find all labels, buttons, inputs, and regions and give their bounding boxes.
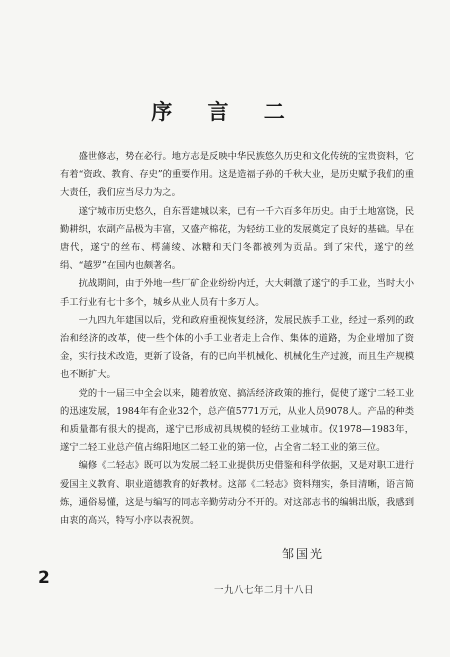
page-title: 序 言 二 <box>151 99 299 124</box>
paragraph-2: 遂宁城市历史悠久，自东晋建城以来，已有一千六百多年历史。由于土地富饶，民勤耕织，农副产品极为丰富，又盛产棉花，为轻纺工业的发展奠定了良好的基础。早在唐代，遂宁的丝布、樗蒲绫、冰糖和天门冬都被列为贡品。到了宋代，遂宁的丝绢、“越罗”在国内也颇著名。 <box>60 205 414 272</box>
paragraph-6: 编修《二轻志》既可以为发展二轻工业提供历史借鉴和科学依据，又是对职工进行爱国主义教育、职业道德教育的好教材。这部《二轻志》资料翔实，条目清晰，语言简炼，通俗易懂，这是与编写的同志辛勤劳动分不开的。对这部志书的编辑出版，我感到由衷的高兴，特写小序以表祝贺。 <box>60 460 414 527</box>
author-signature: 邹国光 <box>282 547 325 561</box>
preface-date: 一九八七年二月十八日 <box>214 585 315 596</box>
preface-body <box>60 148 414 530</box>
paragraph-1: 盛世修志，势在必行。地方志是反映中华民族悠久历史和文化传统的宝贵资料，它有着“资政、教育、存史”的重要作用。这是造福子孙的千秋大业，是历史赋予我们的重大责任，我们应当尽力为之。 <box>60 151 414 199</box>
paragraph-4: 一九四九年建国以后，党和政府重视恢复经济，发展民族手工业，经过一系列的政治和经济的改革，使一些个体的小手工业者走上合作、集体的道路，为企业增加了资金，实行技术改造，更新了设备，有的已向半机械化、机械化生产过渡，而且生产规模也不断扩大。 <box>60 314 414 381</box>
page-number: 2 <box>38 568 50 588</box>
paragraph-5: 党的十一届三中全会以来，随着放宽、搞活经济政策的推行，促使了遂宁二轻工业的迅速发展，1984年有企业32个，总产值5771万元，从业人员9078人。产品的种类和质量都有很大的提高，遂宁已形成初具规模的轻纺工业城市。仅1978—1983年，遂宁二轻工业总产值占绵阳地区二轻工业的第一位，占全省二轻工业的第三位。 <box>60 387 414 454</box>
paragraph-3: 抗战期间，由于外地一些厂矿企业纷纷内迁，大大刺激了遂宁的手工业，当时大小手工行业有七十多个，城乡从业人员有十多万人。 <box>60 278 414 308</box>
